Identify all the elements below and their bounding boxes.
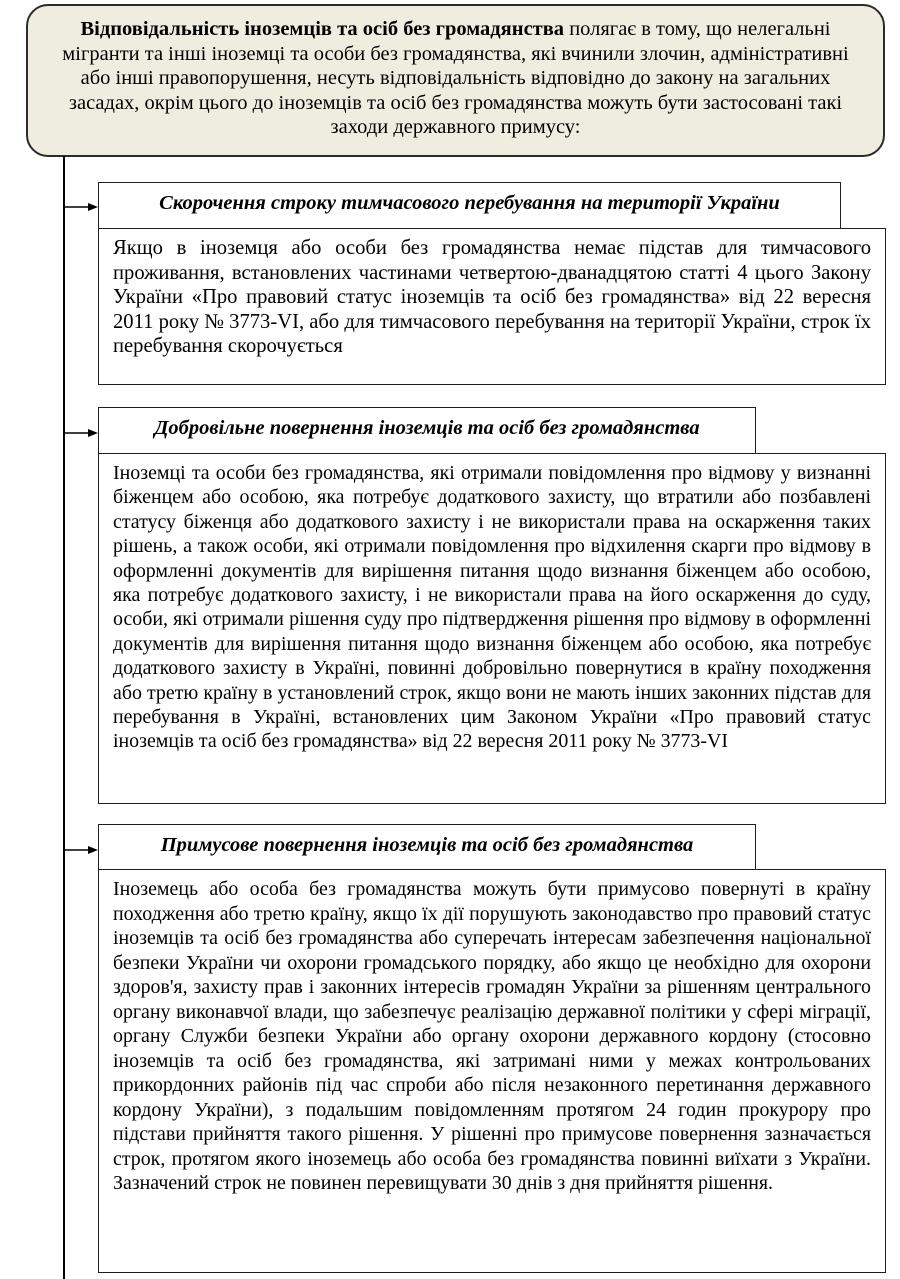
section-body: Іноземець або особа без громадянства можуть бути примусово повернуті в країну походження або третю країну, якщо їх дії порушують законодавство про правовий статус іноземців та осіб без громадянства або суперечать інтересам забезпечення національної безпеки України чи охорони громадського порядку, або якщо це необхідно для охорони здоров'я, захисту прав і законних інтересів громадян України за рішенням центрального органу виконавчої влади, що забезпечує реалізацію державної політики у сфері міграції, органу Служби безпеки України або органу охорони державного кордону (стосовно іноземців та осіб без громадянства, які затримані ними у межах контрольованих прикордонних районів під час спроби або після незаконного перетинання державного кордону України), з подальшим повідомленням протягом 24 годин прокурору про підстави прийняття такого рішення. У рішенні про примусове повернення зазначається строк, протягом якого іноземець або особа без громадянства повинні виїхати з України. Зазначений строк не повинен перевищувати 30 днів з дня прийняття рішення. bbox=[98, 869, 886, 1273]
arrow-icon bbox=[64, 845, 98, 855]
section-body: Іноземці та особи без громадянства, які отримали повідомлення про відмову у визнанні біженцем або особою, яка потребує додаткового захисту, що втратили або позбавлені статусу біженця або додаткового захисту і не використали права на оскарження таких рішень, а також особи, які отримали повідомлення про відхилення скарги про відмову в оформленні документів для вирішення питання щодо визнання біженцем або особою, яка потребує додаткового захисту, і не використали права на його оскарження до суду, особи, які отримали рішення суду про підтвердження рішення про відмову в оформленні документів для вирішення питання щодо визнання біженцем або особою, яка потребує додаткового захисту в Україні, повинні добровільно повернутися в країну походження або третю країну в установлений строк, якщо вони не мають інших законних підстав для перебування в Україні, встановлених цим Законом України «Про правовий статус іноземців та осіб без громадянства» від 22 вересня 2011 року № 3773-VI bbox=[98, 453, 886, 804]
section-title: Скорочення строку тимчасового перебування на території України bbox=[98, 182, 841, 229]
arrow-icon bbox=[64, 428, 98, 438]
section-title: Примусове повернення іноземців та осіб без громадянства bbox=[98, 824, 756, 870]
arrow-icon bbox=[64, 202, 98, 212]
section-title: Добровільне повернення іноземців та осіб без громадянства bbox=[98, 407, 756, 454]
header-text: полягає в тому, що нелегальні мігранти та інші іноземці та особи без громадянства, які вчинили злочин, адміністративні або інші правопорушення, несуть відповідальність відповідно до закону на загальних засадах, окрім цього до іноземців та осіб без громадянства можуть бути застосовані такі заходи державного примусу: bbox=[62, 18, 849, 139]
header-bold-text: Відповідальність іноземців та осіб без громадянства bbox=[80, 18, 565, 40]
vertical-connector-line bbox=[63, 156, 65, 1279]
section-body: Якщо в іноземця або особи без громадянства немає підстав для тимчасового проживання, встановлених частинами четвертою-дванадцятою статті 4 цього Закону України «Про правовий статус іноземців та осіб без громадянства» від 22 вересня 2011 року № 3773-VI, або для тимчасового перебування на території України, строк їх перебування скорочується bbox=[98, 228, 886, 385]
header-box bbox=[26, 4, 885, 157]
